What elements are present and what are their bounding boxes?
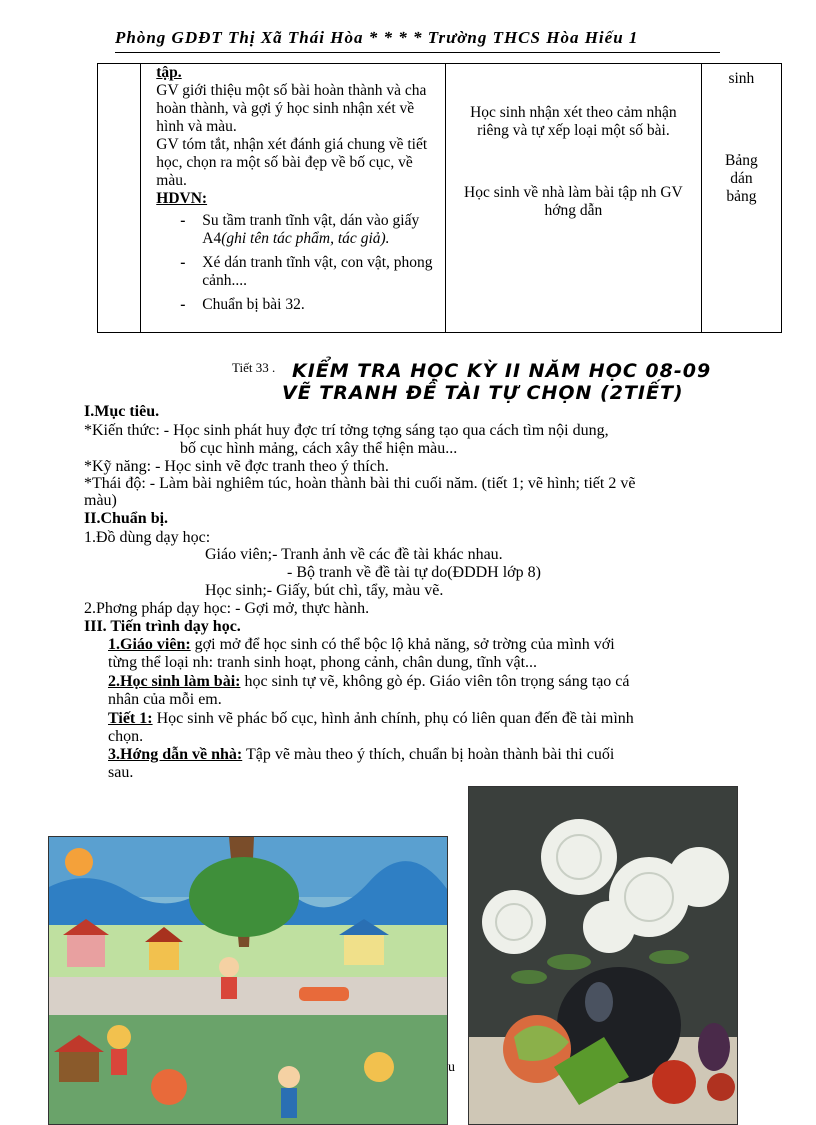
process-homework-line-2: sau. xyxy=(108,764,134,781)
process-lesson1-line-1: Tiết 1: Học sinh vẽ phác bố cục, hình ảnh chính, phụ có liên quan đến đề tài mình xyxy=(108,710,634,727)
teacher-materials-2: - Bộ tranh về đề tài tự do(ĐDDH lớp 8) xyxy=(287,564,541,581)
student-p1: Học sinh nhận xét theo cảm nhận riêng và tự xếp loại một số bài. xyxy=(470,104,677,139)
teacher-activity-cell xyxy=(141,64,446,333)
attitude-line-2: màu) xyxy=(84,492,117,509)
homework-item: - Chuẩn bị bài 32. xyxy=(202,296,437,314)
teacher-materials-1: Giáo viên;- Tranh ảnh về các đề tài khác nhau. xyxy=(205,546,503,563)
process-teacher-line-1: 1.Giáo viên: gợi mở để học sinh có thể bộc lộ khả năng, sở trờng của mình với xyxy=(108,636,615,653)
knowledge-line-2: bố cục hình mảng, cách xây thể hiện màu... xyxy=(180,440,458,457)
process-teacher-line-2: từng thể loại nh: tranh sinh hoạt, phong cảnh, chân dung, tĩnh vật... xyxy=(108,654,538,671)
landscape-painting xyxy=(48,836,448,1125)
header-divider xyxy=(115,52,720,53)
teacher-p1: GV giới thiệu một số bài hoàn thành và cha hoàn thành, và gợi ý học sinh nhận xét về hình và màu. xyxy=(156,82,427,135)
process-homework-line-1: 3.Hớng dẫn về nhà: Tập vẽ màu theo ý thích, chuẩn bị hoàn thành bài thi cuối xyxy=(108,746,615,763)
student-activity-cell xyxy=(445,64,701,333)
homework-item: - Su tầm tranh tĩnh vật, dán vào giấy A4(ghi tên tác phẩm, tác giả). xyxy=(202,212,437,248)
materials-label: 1.Đồ dùng dạy học: xyxy=(84,529,211,546)
student-materials: Học sinh;- Giấy, bút chì, tẩy, màu vẽ. xyxy=(205,582,444,599)
process-lesson1-line-2: chọn. xyxy=(108,728,144,745)
notes-cell xyxy=(701,64,781,333)
exam-title: KIỂM TRA HỌC KỲ II NĂM HỌC 08-09 xyxy=(292,360,712,382)
notes-bang2: bảng xyxy=(726,188,757,205)
method-line: 2.Phơng pháp dạy học: - Gợi mở, thực hành. xyxy=(84,600,370,617)
section-objectives-heading: I.Mục tiêu. xyxy=(84,403,160,420)
lesson-number: Tiết 33 . xyxy=(232,360,276,375)
exam-subtitle: VẼ TRANH ĐỀ TÀI TỰ CHỌN (2TIẾT) xyxy=(282,382,684,404)
attitude-line-1: *Thái độ: - Làm bài nghiêm túc, hoàn thành bài thi cuối năm. (tiết 1; vẽ hình; tiết 2 vẽ xyxy=(84,475,636,492)
teacher-p2: GV tóm tắt, nhận xét đánh giá chung về tiết học, chọn ra một số bài đẹp về bố cục, về màu. xyxy=(156,136,428,189)
section-process-heading: III. Tiến trình dạy học. xyxy=(84,618,241,635)
lesson-table xyxy=(97,63,782,333)
skill-line: *Kỹ năng: - Học sinh vẽ đợc tranh theo ý thích. xyxy=(84,458,389,475)
student-p2: Học sinh về nhà làm bài tập nh GV hớng dẫn xyxy=(464,184,683,219)
homework-list xyxy=(156,212,437,314)
process-student-line-2: nhân của mỗi em. xyxy=(108,691,222,708)
page-header: Phòng GDĐT Thị Xã Thái Hòa * * * * Trường THCS Hòa Hiếu 1 xyxy=(115,28,639,47)
stray-mark: u xyxy=(448,1060,455,1075)
notes-top: sinh xyxy=(728,70,755,87)
notes-dan: dán xyxy=(730,170,753,187)
still-life-illustration xyxy=(469,787,737,1124)
landscape-painting-illustration xyxy=(49,837,447,1124)
homework-item: - Xé dán tranh tĩnh vật, con vật, phong cảnh.... xyxy=(202,254,437,290)
hdvn-label: HDVN: xyxy=(156,190,208,207)
notes-bang: Bảng xyxy=(725,152,758,169)
section-prep-heading: II.Chuẩn bị. xyxy=(84,510,169,527)
still-life-painting xyxy=(468,786,738,1125)
cell-heading: tập. xyxy=(156,64,182,81)
table-col-1 xyxy=(98,64,141,333)
knowledge-line-1: *Kiến thức: - Học sinh phát huy đợc trí tởng tợng sáng tạo qua cách tìm nội dung, xyxy=(84,422,609,439)
process-student-line-1: 2.Học sinh làm bài: học sinh tự vẽ, không gò ép. Giáo viên tôn trọng sáng tạo cá xyxy=(108,673,630,690)
